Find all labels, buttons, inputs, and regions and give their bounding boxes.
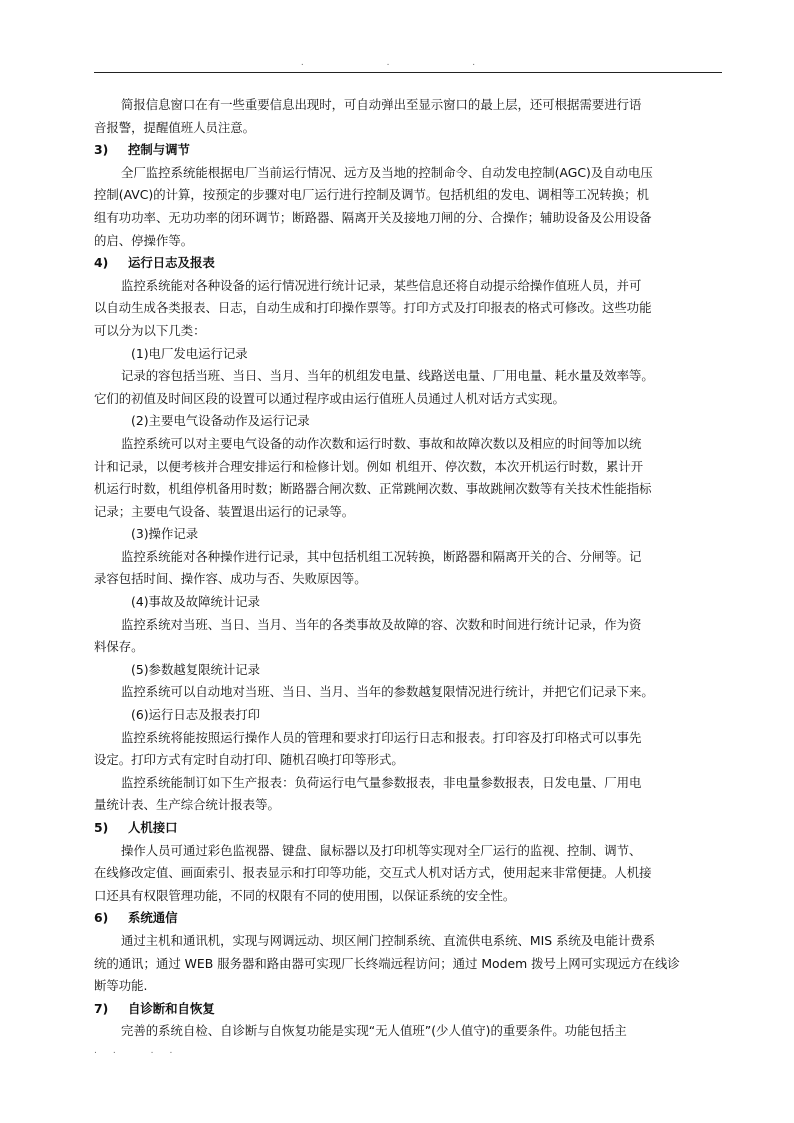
paragraph-line: 计和记录，以便考核并合理安排运行和检修计划。例如 机组开、停次数，本次开机运行时数，累计开 (94, 458, 644, 474)
section-title: 运行日志及报表 (128, 255, 215, 271)
section-number: 6) (94, 910, 109, 926)
paragraph-line: 通过主机和通讯机，实现与网调远动、坝区闸门控制系统、直流供电系统、MIS 系统及电能计费系 (121, 932, 656, 948)
section-title: 人机接口 (128, 820, 178, 835)
paragraph-line: 监控系统可以自动地对当班、当日、当月、当年的参数越复限情况进行统计，并把它们记录下来。 (121, 684, 654, 700)
section-number: 4) (94, 255, 109, 271)
subsection-heading: (3)操作记录 (131, 526, 199, 542)
paragraph-line: 音报警，提醒值班人员注意。 (94, 119, 256, 135)
footer-dots: .. .. (94, 1046, 189, 1056)
section-heading (94, 252, 722, 275)
section-number: 5) (94, 820, 109, 835)
subsection-heading: (1)电厂发电运行记录 (131, 345, 248, 361)
section-heading (94, 907, 722, 930)
paragraph-line: 监控系统能对各种操作进行记录，其中包括机组工况转换，断路器和隔离开关的合、分闸等。记 (121, 548, 642, 564)
paragraph-line: 监控系统将能按照运行操作人员的管理和要求打印运行日志和报表。打印容及打印格式可以事先 (121, 729, 642, 745)
subsection-heading: (6)运行日志及报表打印 (131, 707, 261, 723)
subsection-heading: (5)参数越复限统计记录 (131, 661, 261, 677)
paragraph-line: 它们的初值及时间区段的设置可以通过程序或由运行值班人员通过人机对话方式实现。 (94, 390, 565, 406)
paragraph-line: 断等功能. (94, 978, 148, 994)
section-heading (94, 817, 722, 840)
paragraph-line: 监控系统能对各种设备的运行情况进行统计记录，某些信息还将自动提示给操作值班人员，并可 (121, 277, 642, 293)
paragraph-line: 的启、停操作等。 (94, 232, 194, 248)
paragraph-line: 操作人员可通过彩色监视器、键盘、鼠标器以及打印机等实现对全厂运行的监视、控制、调节、 (121, 842, 642, 858)
section-title: 自诊断和自恢复 (128, 1000, 215, 1016)
paragraph-line: 记录的容包括当班、当日、当月、当年的机组发电量、线路送电量、厂用电量、耗水量及效率等。 (121, 368, 654, 384)
paragraph-line: 监控系统对当班、当日、当月、当年的各类事故及故障的容、次数和时间进行统计记录，作为资 (121, 616, 642, 632)
paragraph-line: 组有功功率、无功功率的闭环调节；断路器、隔离开关及接地刀闸的分、合操作；辅助设备及公用设备 (94, 209, 652, 225)
paragraph-line: 口还具有权限管理功能，不同的权限有不同的使用围，以保证系统的安全性。 (94, 887, 516, 903)
paragraph-line: 设定。打印方式有定时自动打印、随机召唤打印等形式。 (94, 752, 404, 768)
section-number: 3) (94, 142, 109, 158)
paragraph-line: 料保存。 (94, 639, 144, 655)
section-title: 控制与调节 (128, 142, 190, 158)
section-heading (94, 998, 722, 1021)
subsection-heading: (4)事故及故障统计记录 (131, 594, 261, 610)
subsection-heading: (2)主要电气设备动作及运行记录 (131, 413, 310, 429)
section-title: 系统通信 (128, 910, 178, 926)
document-body (94, 94, 722, 1043)
paragraph-line: 录容包括时间、操作容、成功与否、失败原因等。 (94, 571, 367, 587)
paragraph-line: 全厂监控系统能根据电厂当前运行情况、远方及当地的控制命令、自动发电控制(AGC)及自动电压 (121, 164, 653, 180)
section-number: 7) (94, 1000, 109, 1016)
paragraph-line: 在线修改定值、画面索引、报表显示和打印等功能，交互式人机对话方式，使用起来非常便捷。人机接 (94, 865, 652, 881)
paragraph-line: 可以分为以下几类： (94, 322, 206, 338)
paragraph-line: 统的通讯；通过 WEB 服务器和路由器可实现厂长终端远程访问；通过 Modem 拨号上网可实现远方在线诊 (94, 955, 680, 971)
header-dots: . . . (300, 58, 516, 68)
paragraph-line: 简报信息窗口在有一些重要信息出现时，可自动弹出至显示窗口的最上层，还可根据需要进行语 (121, 97, 642, 112)
paragraph-line: 机运行时数，机组停机备用时数；断路器合闸次数、正常跳闸次数、事故跳闸次数等有关技术性能指标 (94, 481, 652, 497)
section-heading (94, 139, 722, 162)
paragraph-line: 完善的系统自检、自诊断与自恢复功能是实现“无人值班”(少人值守)的重要条件。功能包括主 (121, 1023, 627, 1039)
paragraph-line: 监控系统可以对主要电气设备的动作次数和运行时数、事故和故障次数以及相应的时间等加以统 (121, 435, 642, 451)
paragraph-line: 控制(AVC)的计算，按预定的步骤对电厂运行进行控制及调节。包括机组的发电、调相等工况转换；机 (94, 187, 649, 203)
paragraph-line: 监控系统能制订如下生产报表：负荷运行电气量参数报表，非电量参数报表，日发电量、厂用电 (121, 774, 642, 790)
paragraph-line: 以自动生成各类报表、日志，自动生成和打印操作票等。打印方式及打印报表的格式可修改。这些功能 (94, 300, 652, 316)
paragraph-line: 量统计表、生产综合统计报表等。 (94, 797, 280, 813)
paragraph-line: 记录；主要电气设备、装置退出运行的记录等。 (94, 503, 355, 519)
header-rule (94, 72, 722, 73)
